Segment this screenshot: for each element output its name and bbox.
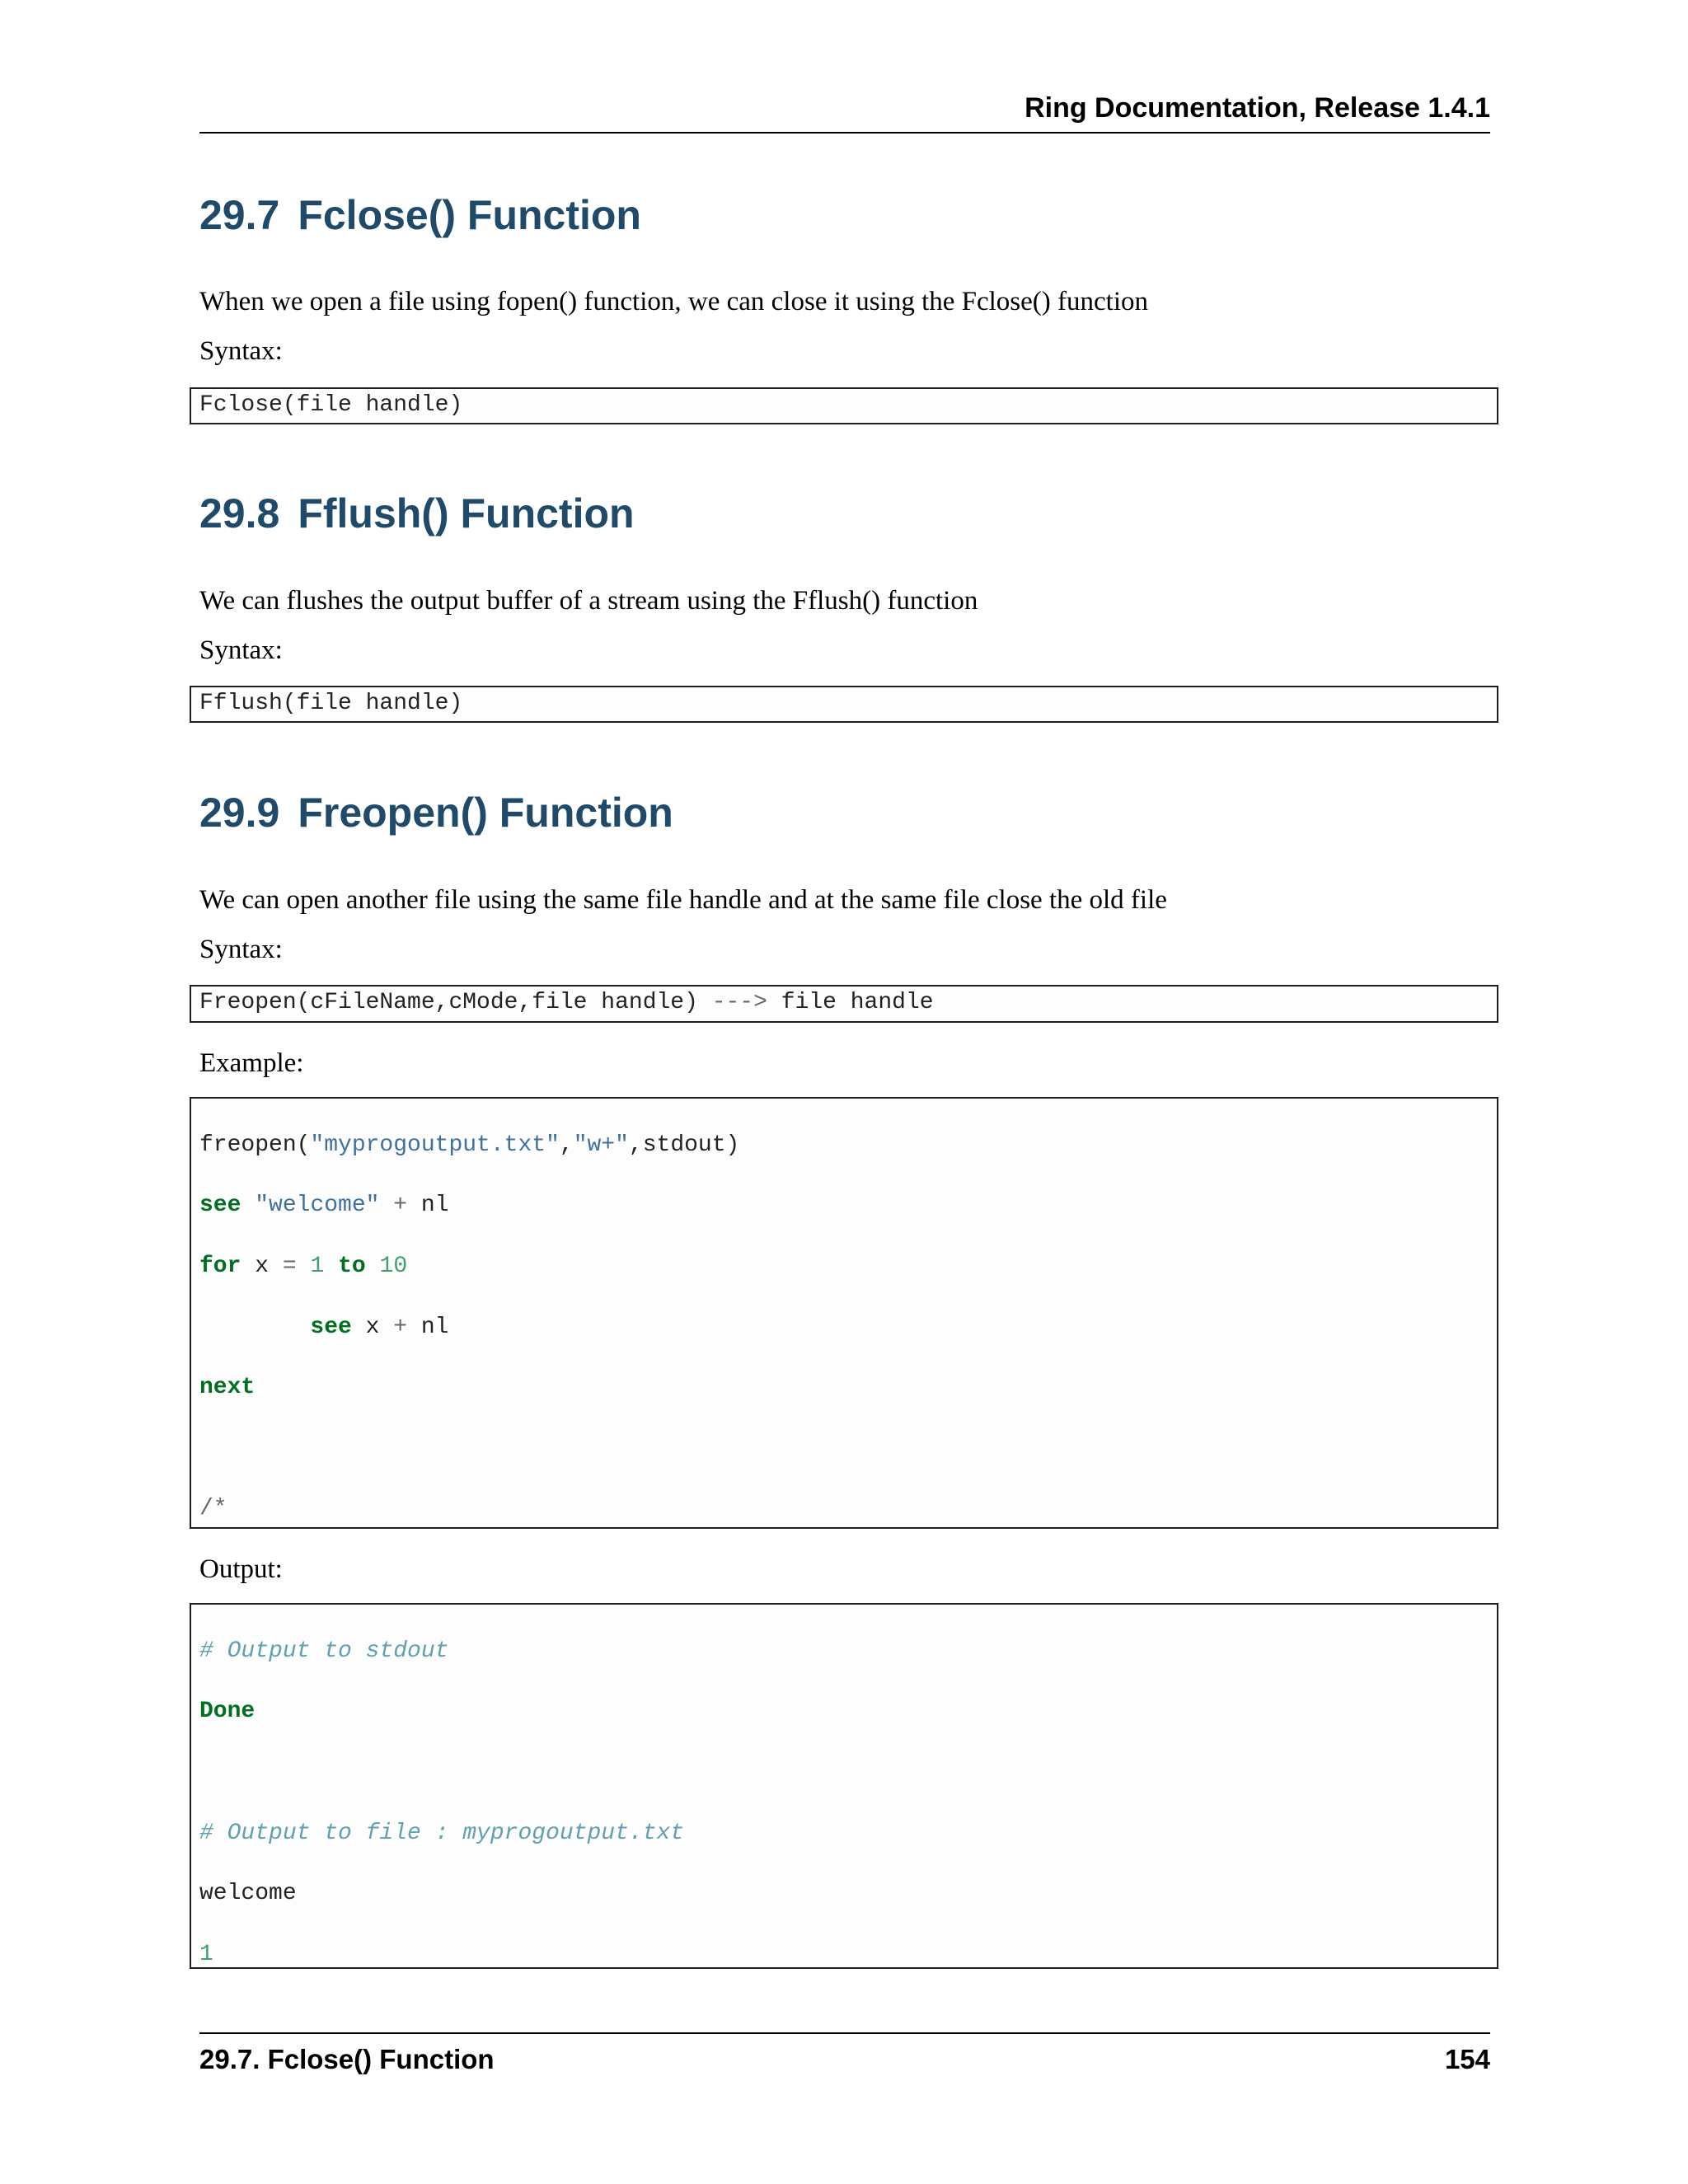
code-line-blank [199,1434,1489,1465]
document-title: Ring Documentation, Release 1.4.1 [1025,92,1490,124]
code-line [199,1879,1489,1910]
code-line [199,1697,1489,1727]
code-line [199,1313,1489,1343]
section-title: Freopen() Function [298,790,673,836]
code-token: "myprogoutput.txt" [310,1132,560,1158]
code-token: "w+" [573,1132,629,1158]
code-token: next [199,1375,256,1401]
code-token: , [559,1132,574,1158]
section-description: We can open another file using the same file handle and at the same file close the old file [199,885,1167,915]
example-label: Example: [199,1048,304,1078]
code-token: Done [199,1699,256,1725]
code-token: + [393,1314,408,1340]
code-line: Fclose(file handle) [199,392,463,418]
syntax-label: Syntax: [199,336,283,366]
output-label: Output: [199,1554,283,1584]
code-token: "welcome" [255,1193,380,1219]
section-number: 29.7 [199,192,280,238]
code-line: Fflush(file handle) [199,691,463,716]
code-line [199,1494,1489,1525]
syntax-label: Syntax: [199,635,283,665]
page-number: 154 [1444,2044,1490,2074]
code-token: see [310,1314,352,1340]
code-token [366,1254,380,1279]
code-line [199,1637,1489,1667]
code-token: x [241,1253,283,1279]
code-token: to [338,1253,366,1279]
section-heading-freopen [199,789,673,837]
code-line [199,1940,1489,1969]
code-token: 1 [310,1253,325,1279]
code-token [379,1193,393,1218]
code-token: file handle [767,990,934,1015]
page-header [199,91,1490,134]
section-title: Fclose() Function [298,192,641,238]
code-token [199,1315,310,1340]
code-token: 1 [199,1941,213,1967]
syntax-code-block [190,985,1498,1023]
section-title: Fflush() Function [298,490,635,537]
syntax-code-block [190,686,1498,723]
section-heading-fclose [199,191,641,239]
code-token: = [282,1253,297,1279]
code-line [199,1373,1489,1404]
code-token [324,1254,338,1279]
section-description: We can flushes the output buffer of a stream using the Fflush() function [199,586,978,616]
code-token: for [199,1253,241,1279]
code-token [241,1193,255,1218]
code-token: ---> [711,990,767,1015]
code-line [199,988,1489,1019]
code-token: nl [407,1193,449,1219]
section-heading-fflush [199,490,635,537]
syntax-label: Syntax: [199,935,283,964]
code-token: x [351,1314,394,1340]
code-token: Freopen(cFileName,cMode,file handle) [199,990,712,1015]
code-line [199,1252,1489,1282]
code-token: ,stdout) [628,1132,740,1158]
code-line [199,1131,1489,1161]
code-token: welcome [199,1881,297,1907]
page-footer [199,2032,1490,2083]
code-token: nl [407,1314,449,1340]
footer-section-title: 29.7. Fclose() Function [199,2044,495,2074]
code-token: freopen( [199,1132,311,1158]
output-code-block [190,1603,1498,1969]
code-line [199,1819,1489,1849]
code-line-blank [199,1758,1489,1788]
code-token: # Output to file : myprogoutput.txt [199,1820,685,1846]
code-token: 10 [379,1253,408,1279]
code-token: /* [199,1496,227,1522]
code-token [297,1254,311,1279]
section-number: 29.9 [199,790,280,836]
section-number: 29.8 [199,490,280,537]
syntax-code-block [190,387,1498,424]
code-token: see [199,1193,241,1219]
example-code-block [190,1097,1498,1529]
code-token: + [393,1193,408,1219]
code-line [199,1191,1489,1221]
code-token: # Output to stdout [199,1638,449,1664]
section-description: When we open a file using fopen() function, we can close it using the Fclose() function [199,287,1148,316]
